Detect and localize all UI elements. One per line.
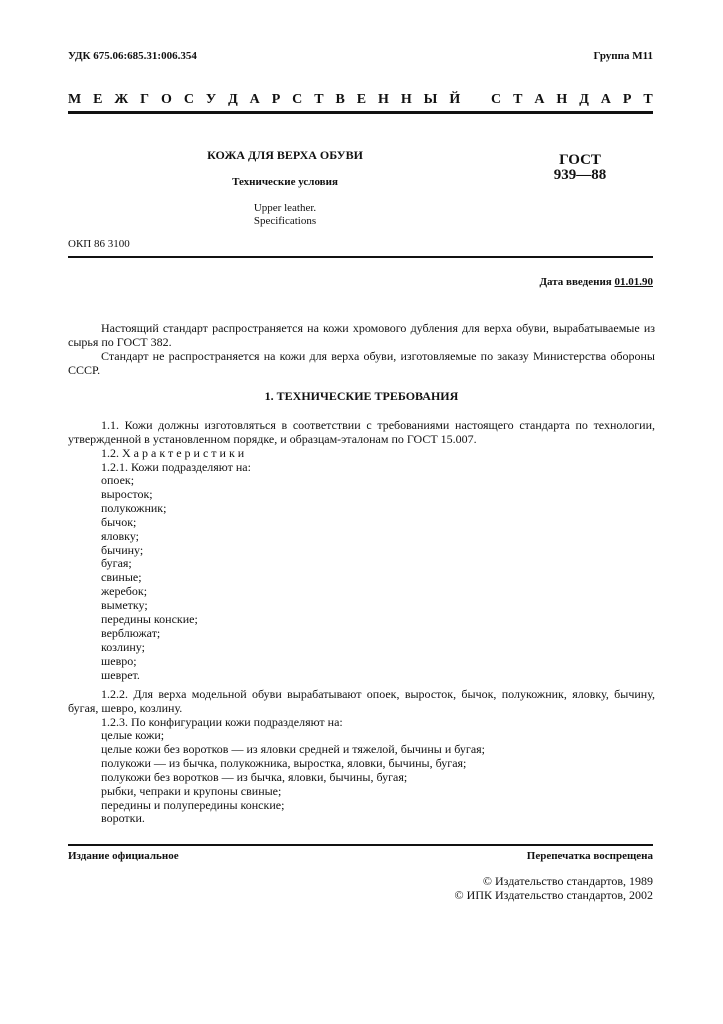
section-title: 1. ТЕХНИЧЕСКИЕ ТРЕБОВАНИЯ: [264, 389, 459, 403]
list-item: полукожи без воротков — из бычка, яловки, бычины, бугая;: [101, 769, 408, 784]
banner-letter: Д: [579, 92, 589, 107]
banner-letter: С: [491, 92, 502, 107]
list-item: козлину;: [101, 639, 145, 654]
banner-letter: С: [292, 92, 303, 107]
english-title-line1: Upper leather.: [253, 202, 317, 214]
banner-letter: Р: [622, 92, 632, 107]
english-title-line2: Specifications: [253, 215, 317, 227]
banner-letter: Т: [643, 92, 653, 107]
banner-letter: Н: [400, 92, 412, 107]
list-item: шевро;: [101, 653, 137, 668]
banner-letter: Р: [271, 92, 281, 107]
banner-letter: М: [68, 92, 82, 107]
list-item: опоек;: [101, 473, 135, 487]
copyright-1989: © Издательство стандартов, 1989: [482, 874, 653, 888]
list-item: рыбки, чепраки и крупоны свиные;: [101, 783, 282, 798]
banner-letter: А: [600, 92, 611, 107]
introduction-date-value: 01.01.90: [614, 276, 653, 288]
banner-letter: А: [249, 92, 260, 107]
banner-letter: Ж: [114, 92, 129, 107]
list-item: передины конские;: [101, 612, 198, 627]
list-item: выметку;: [101, 598, 148, 613]
okp-code: ОКП 86 3100: [68, 238, 130, 250]
copyright-2002: © ИПК Издательство стандартов, 2002: [454, 888, 653, 902]
list-item: полукожник;: [101, 500, 167, 515]
banner-letter: Е: [356, 92, 367, 107]
banner-letter: А: [534, 92, 545, 107]
document-subtitle: Технические условия: [232, 176, 338, 188]
top-rule: [68, 111, 653, 114]
list-item: жеребок;: [101, 584, 148, 599]
banner-letter: Ы: [423, 92, 438, 107]
gost-number: 939—88: [553, 167, 607, 183]
list-item: целые кожи;: [101, 728, 165, 742]
configuration-list: [101, 729, 485, 826]
clause-1-2-1: 1.2.1. Кожи подразделяют на:: [101, 460, 251, 474]
banner-space: [472, 92, 479, 108]
banner-letter: Г: [140, 92, 150, 107]
group-code: Группа М11: [593, 50, 653, 62]
banner-letter: У: [205, 92, 217, 107]
official-edition-note: Издание официальное: [68, 850, 179, 862]
banner-letter: Н: [378, 92, 389, 107]
banner-letter: В: [335, 92, 345, 107]
list-item: целые кожи без воротков — из яловки средней и тяжелой, бычины и бугая;: [101, 741, 486, 756]
clause-1-1: 1.1. Кожи должны изготовляться в соответствии с требованиями настоящего стандарта по технологии, утвержденной в установленном порядке, и образцам-эталонам по ГОСТ 15.007.: [68, 418, 655, 446]
banner-letter: Д: [228, 92, 238, 107]
list-item: бычок;: [101, 514, 137, 529]
list-item: свиные;: [101, 570, 142, 585]
list-item: полукожи — из бычка, полукожника, выростка, яловки, бычины, бугая;: [101, 755, 467, 770]
banner-letter: Т: [314, 92, 324, 107]
gost-label: ГОСТ: [559, 152, 601, 168]
document-title: КОЖА ДЛЯ ВЕРХА ОБУВИ: [207, 148, 363, 162]
bottom-rule: [68, 844, 653, 846]
clause-1-2-number: 1.2.: [101, 446, 119, 460]
introduction-date-label: Дата введения: [539, 276, 612, 288]
list-item: яловку;: [101, 528, 140, 543]
banner-letter: О: [161, 92, 172, 107]
list-item: воротки.: [101, 811, 145, 826]
list-item: шеврет.: [101, 667, 140, 682]
reprint-prohibited-note: Перепечатка воспрещена: [526, 850, 653, 862]
clause-1-2: [101, 446, 247, 461]
middle-rule: [68, 256, 653, 258]
list-item: бычину;: [101, 542, 144, 557]
banner-letter: Т: [513, 92, 523, 107]
standard-banner: [68, 92, 653, 108]
banner-letter: Е: [93, 92, 103, 107]
paragraph-exclusion: Стандарт не распространяется на кожи для верха обуви, изготовляемые по заказу Министерства обороны СССР.: [68, 349, 655, 377]
clause-1-2-2: 1.2.2. Для верха модельной обуви вырабатывают опоек, выросток, бычок, полукожник, яловку, бычину, бугая, шевро, козлину.: [68, 687, 655, 715]
banner-letter: Н: [556, 92, 568, 107]
list-item: верблюжат;: [101, 625, 161, 640]
banner-letter: С: [183, 92, 194, 107]
introduction-date: [539, 276, 653, 288]
leather-type-list: [101, 474, 198, 683]
banner-letter: Й: [449, 92, 461, 107]
list-item: выросток;: [101, 486, 153, 501]
udk-code: УДК 675.06:685.31:006.354: [68, 50, 197, 62]
clause-1-2-title: Характеристики: [122, 446, 248, 460]
list-item: бугая;: [101, 556, 132, 571]
list-item: передины и полупередины конские;: [101, 797, 285, 812]
clause-1-2-3: 1.2.3. По конфигурации кожи подразделяют на:: [101, 715, 343, 729]
paragraph-scope: Настоящий стандарт распространяется на кожи хромового дубления для верха обуви, вырабатываемые из сырья по ГОСТ 382.: [68, 321, 655, 349]
